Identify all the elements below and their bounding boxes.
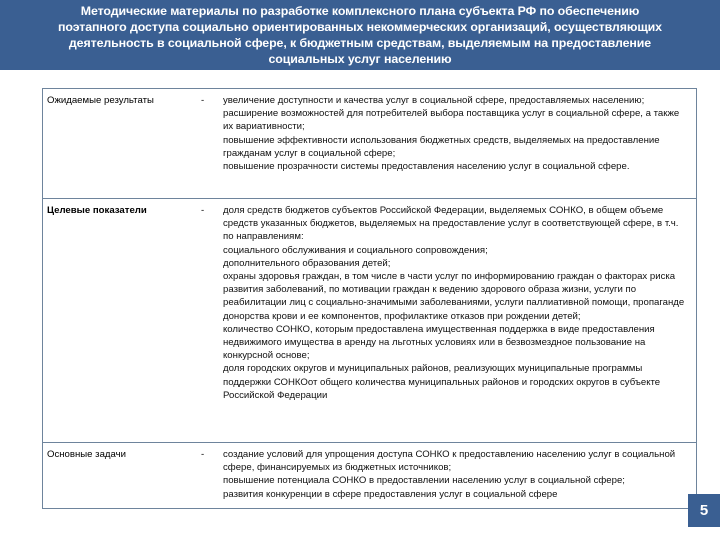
list-item: дополнительного образования детей; (223, 257, 391, 269)
list-item: доля городских округов и муниципальных районов, реализующих муниципальные программы поддержки СОНКОот общего количества муниципальных районов и городских округов в субъекте Российской Федерации (223, 363, 661, 401)
row-label: Ожидаемые результаты (47, 95, 154, 106)
row-content (219, 89, 696, 198)
list-item: повышение потенциала СОНКО в предоставлении населению услуг в социальной сфере; (223, 475, 625, 487)
slide-title-line-2: поэтапного доступа социально ориентированных некоммерческих организаций, осуществляющих (58, 20, 662, 34)
list-item: социального обслуживания и социального сопровождения; (223, 244, 488, 256)
content-table (42, 88, 697, 509)
page-number-badge: 5 (688, 494, 720, 527)
slide-title-banner (0, 0, 720, 70)
table-row-target-indicators (43, 198, 696, 442)
row-label: Основные задачи (47, 449, 126, 460)
list-item: количество СОНКО, которым предоставлена имущественная поддержка в виде предоставления недвижимого имущества в аренду на льготных условиях или в безвозмездное пользование на конкурсной основе; (223, 323, 655, 362)
slide-title-line-3: деятельность в социальной сфере, к бюджетным средствам, выделяемым на предоставление (68, 36, 652, 50)
row-dash: - (201, 449, 205, 460)
list-item: увеличение доступности и качества услуг в социальной сфере, предоставляемых населению; (223, 95, 645, 106)
list-item: повышение прозрачности системы предоставления населению услуг в социальной сфере. (223, 161, 630, 173)
row-dash: - (201, 95, 205, 106)
row-dash: - (201, 205, 205, 216)
list-item: охраны здоровья граждан, в том числе в части услуг по информированию граждан о факторах риска развития заболеваний, по мотивации граждан к ведению здорового образа жизни, услуги по реабилитации лиц с социально-значимыми заболеваниями, услуги паллиативной помощи, пропаганде донорства крови и ее компонентов, профилактике отказов при рождении детей; (223, 271, 685, 322)
table-row-expected-results (43, 89, 696, 198)
table-row-main-tasks (43, 442, 696, 508)
row-label: Целевые показатели (47, 205, 147, 216)
list-item: развития конкуренции в сфере предоставления услуг в социальной сфере (223, 488, 558, 500)
slide-title-line-4: социальных услуг населению (268, 52, 452, 66)
slide-title-line-1: Методические материалы по разработке комплексного плана субъекта РФ по обеспечению (80, 4, 640, 18)
list-item: создание условий для упрощения доступа СОНКО к предоставлению населению услуг в социальной сфере, финансируемых из бюджетных источников; (223, 449, 676, 474)
row-content (219, 199, 696, 442)
list-item: повышение эффективности использования бюджетных средств, выделяемых на предоставление гражданам услуг в социальной сфере; (223, 134, 660, 159)
list-item: доля средств бюджетов субъектов Российской Федерации, выделяемых СОНКО, в общем объеме средств указанных бюджетов, выделяемых на предоставление услуг в соответствующей сфере, в т.ч. по направлениям: (223, 205, 679, 243)
list-item: расширение возможностей для потребителей выбора поставщика услуг в социальной сфере, а также их вариативности; (223, 108, 680, 133)
row-content (219, 443, 696, 508)
